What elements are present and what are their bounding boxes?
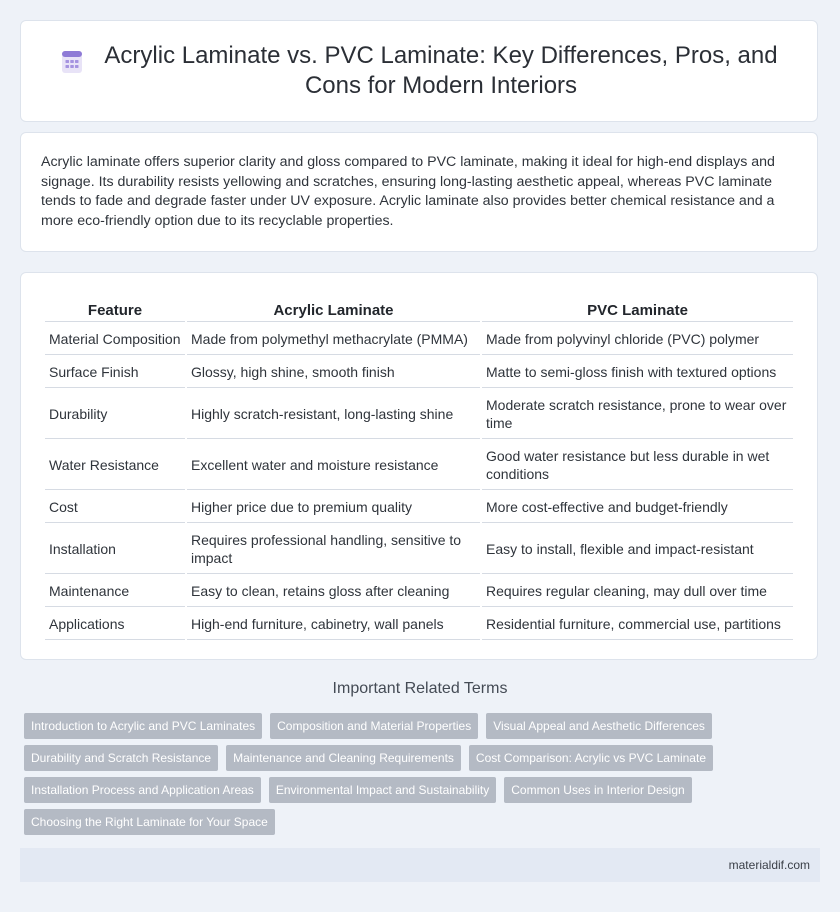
acrylic-cell: Requires professional handling, sensitive to impact	[187, 525, 480, 574]
table-row	[45, 324, 793, 355]
related-terms-heading: Important Related Terms	[332, 680, 508, 697]
title-card	[20, 20, 818, 122]
pvc-cell: Moderate scratch resistance, prone to wear over time	[482, 390, 793, 439]
comparison-table	[43, 293, 795, 642]
feature-cell: Material Composition	[45, 324, 185, 355]
table-row	[45, 576, 793, 607]
title-row	[59, 41, 779, 101]
related-term-link[interactable]: Choosing the Right Laminate for Your Space	[24, 809, 275, 835]
page-title: Acrylic Laminate vs. PVC Laminate: Key Differences, Pros, and Cons for Modern Interiors	[104, 42, 778, 99]
feature-cell: Water Resistance	[45, 441, 185, 490]
table-header-row	[45, 295, 793, 322]
acrylic-cell: Higher price due to premium quality	[187, 492, 480, 523]
acrylic-cell: Made from polymethyl methacrylate (PMMA)	[187, 324, 480, 355]
footer	[20, 848, 820, 882]
site-name[interactable]: materialdif.com	[728, 858, 810, 872]
related-term-link[interactable]: Maintenance and Cleaning Requirements	[226, 745, 461, 771]
intro-card	[20, 132, 818, 252]
pvc-cell: Requires regular cleaning, may dull over time	[482, 576, 793, 607]
acrylic-cell: Excellent water and moisture resistance	[187, 441, 480, 490]
pvc-cell: Matte to semi-gloss finish with textured options	[482, 357, 793, 388]
table-row	[45, 441, 793, 490]
related-term-link[interactable]: Common Uses in Interior Design	[504, 777, 691, 803]
table-row	[45, 525, 793, 574]
header-pvc: PVC Laminate	[482, 295, 793, 322]
header-acrylic: Acrylic Laminate	[187, 295, 480, 322]
pvc-cell: More cost-effective and budget-friendly	[482, 492, 793, 523]
feature-cell: Applications	[45, 609, 185, 640]
related-terms-list	[24, 713, 820, 835]
acrylic-cell: High-end furniture, cabinetry, wall panels	[187, 609, 480, 640]
related-term-link[interactable]: Visual Appeal and Aesthetic Differences	[486, 713, 712, 739]
table-row	[45, 390, 793, 439]
comparison-card	[20, 272, 818, 660]
document-grid-icon	[59, 49, 85, 75]
header-feature: Feature	[45, 295, 185, 322]
feature-cell: Surface Finish	[45, 357, 185, 388]
related-term-link[interactable]: Cost Comparison: Acrylic vs PVC Laminate	[469, 745, 713, 771]
pvc-cell: Good water resistance but less durable in wet conditions	[482, 441, 793, 490]
acrylic-cell: Easy to clean, retains gloss after cleaning	[187, 576, 480, 607]
feature-cell: Installation	[45, 525, 185, 574]
feature-cell: Durability	[45, 390, 185, 439]
related-term-link[interactable]: Environmental Impact and Sustainability	[269, 777, 496, 803]
pvc-cell: Made from polyvinyl chloride (PVC) polymer	[482, 324, 793, 355]
acrylic-cell: Glossy, high shine, smooth finish	[187, 357, 480, 388]
table-row	[45, 357, 793, 388]
related-term-link[interactable]: Composition and Material Properties	[270, 713, 478, 739]
pvc-cell: Residential furniture, commercial use, partitions	[482, 609, 793, 640]
related-term-link[interactable]: Durability and Scratch Resistance	[24, 745, 218, 771]
intro-paragraph: Acrylic laminate offers superior clarity and gloss compared to PVC laminate, making it ideal for high-end displays and signage. Its durability resists yellowing and scratches, ensuring long-lasting aesthetic appeal, whereas PVC laminate tends to fade and degrade faster under UV exposure. Acrylic laminate also provides better chemical resistance and a more eco-friendly option due to its recyclable properties.	[41, 154, 775, 229]
feature-cell: Cost	[45, 492, 185, 523]
acrylic-cell: Highly scratch-resistant, long-lasting shine	[187, 390, 480, 439]
pvc-cell: Easy to install, flexible and impact-resistant	[482, 525, 793, 574]
related-term-link[interactable]: Installation Process and Application Areas	[24, 777, 261, 803]
table-row	[45, 609, 793, 640]
table-row	[45, 492, 793, 523]
related-term-link[interactable]: Introduction to Acrylic and PVC Laminates	[24, 713, 262, 739]
feature-cell: Maintenance	[45, 576, 185, 607]
